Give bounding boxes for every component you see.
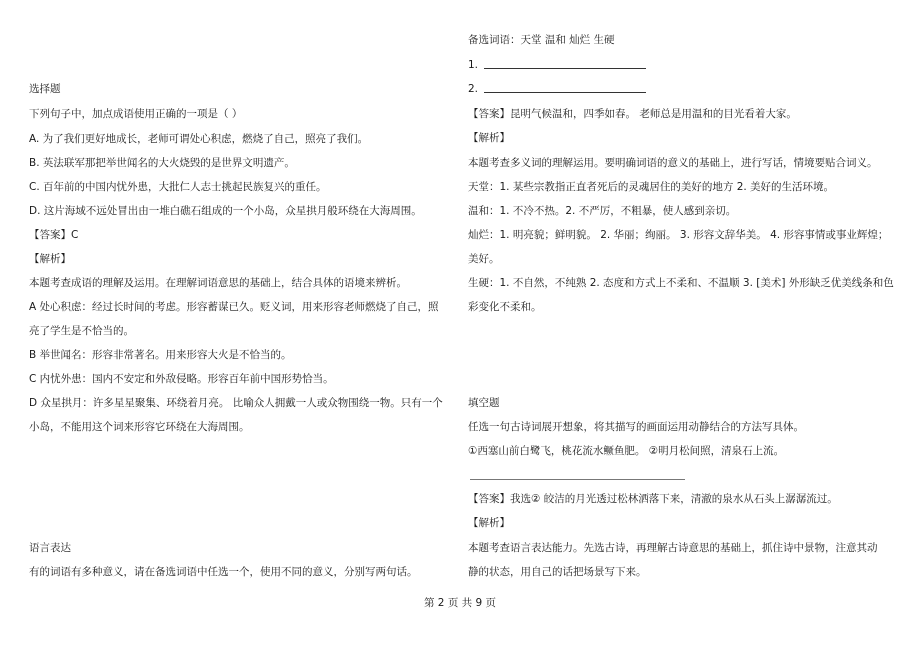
- analysis-label: 【解析】: [468, 517, 510, 529]
- analysis-line: D 众星拱月：许多星星聚集、环绕着月亮。 比喻众人拥戴一人或众物围绕一物。只有一个: [29, 397, 443, 409]
- analysis-line: 天堂：1. 某些宗教指正直者死后的灵魂居住的美好的地方 2. 美好的生活环境。: [468, 181, 835, 193]
- question-stem: 有的词语有多种意义，请在备选词语中任选一个，使用不同的意义，分别写两句话。: [29, 566, 418, 578]
- question-stem: 任选一句古诗词展开想象，将其描写的画面运用动静结合的方法写具体。: [468, 421, 804, 433]
- answer: 【答案】C: [29, 229, 79, 241]
- analysis-line: 温和：1. 不冷不热。2. 不严厉，不粗暴，使人感到亲切。: [468, 205, 737, 217]
- question-type-label: 填空题: [468, 397, 500, 409]
- option-b: B. 英法联军那把举世闻名的大火烧毁的是世界文明遗产。: [29, 157, 295, 169]
- answer: 【答案】我选② 皎洁的月光透过松林洒落下来，清澈的泉水从石头上潺潺流过。: [468, 493, 838, 505]
- analysis-line: 亮了学生是不恰当的。: [29, 325, 134, 337]
- analysis-line: 小岛，不能用这个词来形容它环绕在大海周围。: [29, 421, 250, 433]
- analysis-line: B 举世闻名：形容非常著名。用来形容大火是不恰当的。: [29, 349, 292, 361]
- blank-number: 1.: [468, 59, 479, 71]
- analysis-line: 灿烂：1. 明亮貌；鲜明貌。 2. 华丽；绚丽。 3. 形容文辞华美。 4. 形容事情或事业辉煌；: [468, 229, 889, 241]
- question-type-label: 语言表达: [29, 542, 71, 554]
- analysis-label: 【解析】: [29, 253, 71, 265]
- analysis-line: 静的状态，用自己的话把场景写下来。: [468, 566, 647, 578]
- question-type-label: 选择题: [29, 83, 61, 95]
- analysis-line: 美好。: [468, 253, 500, 265]
- analysis-label: 【解析】: [468, 132, 510, 144]
- option-d: D. 这片海域不远处冒出由一堆白礁石组成的一个小岛，众星拱月般环绕在大海周围。: [29, 205, 422, 217]
- analysis-line: A 处心积虑：经过长时间的考虑。形容蓄谋已久。贬义词，用来形容老师燃烧了自己，照: [29, 301, 439, 313]
- analysis-line: 本题考查成语的理解及运用。在理解词语意思的基础上，结合具体的语境来辨析。: [29, 277, 407, 289]
- analysis-line: 生硬：1. 不自然，不纯熟 2. 态度和方式上不柔和、不温顺 3. [美术] 外形缺乏优美线条和色: [468, 277, 894, 289]
- option-a: A. 为了我们更好地成长，老师可谓处心积虑，燃烧了自己，照亮了我们。: [29, 133, 369, 145]
- answer: 【答案】昆明气候温和，四季如春。 老师总是用温和的目光看着大家。: [468, 108, 797, 120]
- word-choices: 备选词语：天堂 温和 灿烂 生硬: [468, 34, 615, 46]
- answer-blank-line: [484, 68, 646, 69]
- analysis-line: 彩变化不柔和。: [468, 301, 542, 313]
- blank-number: 2.: [468, 83, 479, 95]
- poem-options: ①西塞山前白鹭飞，桃花流水鳜鱼肥。 ②明月松间照，清泉石上流。: [468, 445, 785, 457]
- answer-blank-line: [484, 92, 646, 93]
- answer-blank-line: [470, 479, 685, 480]
- question-stem: 下列句子中，加点成语使用正确的一项是（ ）: [29, 108, 243, 120]
- analysis-line: 本题考查语言表达能力。先选古诗，再理解古诗意思的基础上，抓住诗中景物，注意其动: [468, 542, 878, 554]
- analysis-line: 本题考查多义词的理解运用。要明确词语的意义的基础上，进行写话，情境要贴合词义。: [468, 157, 878, 169]
- option-c: C. 百年前的中国内忧外患，大批仁人志士挑起民族复兴的重任。: [29, 181, 327, 193]
- analysis-line: C 内忧外患：国内不安定和外敌侵略。形容百年前中国形势恰当。: [29, 373, 334, 385]
- page-number: 第 2 页 共 9 页: [423, 597, 497, 609]
